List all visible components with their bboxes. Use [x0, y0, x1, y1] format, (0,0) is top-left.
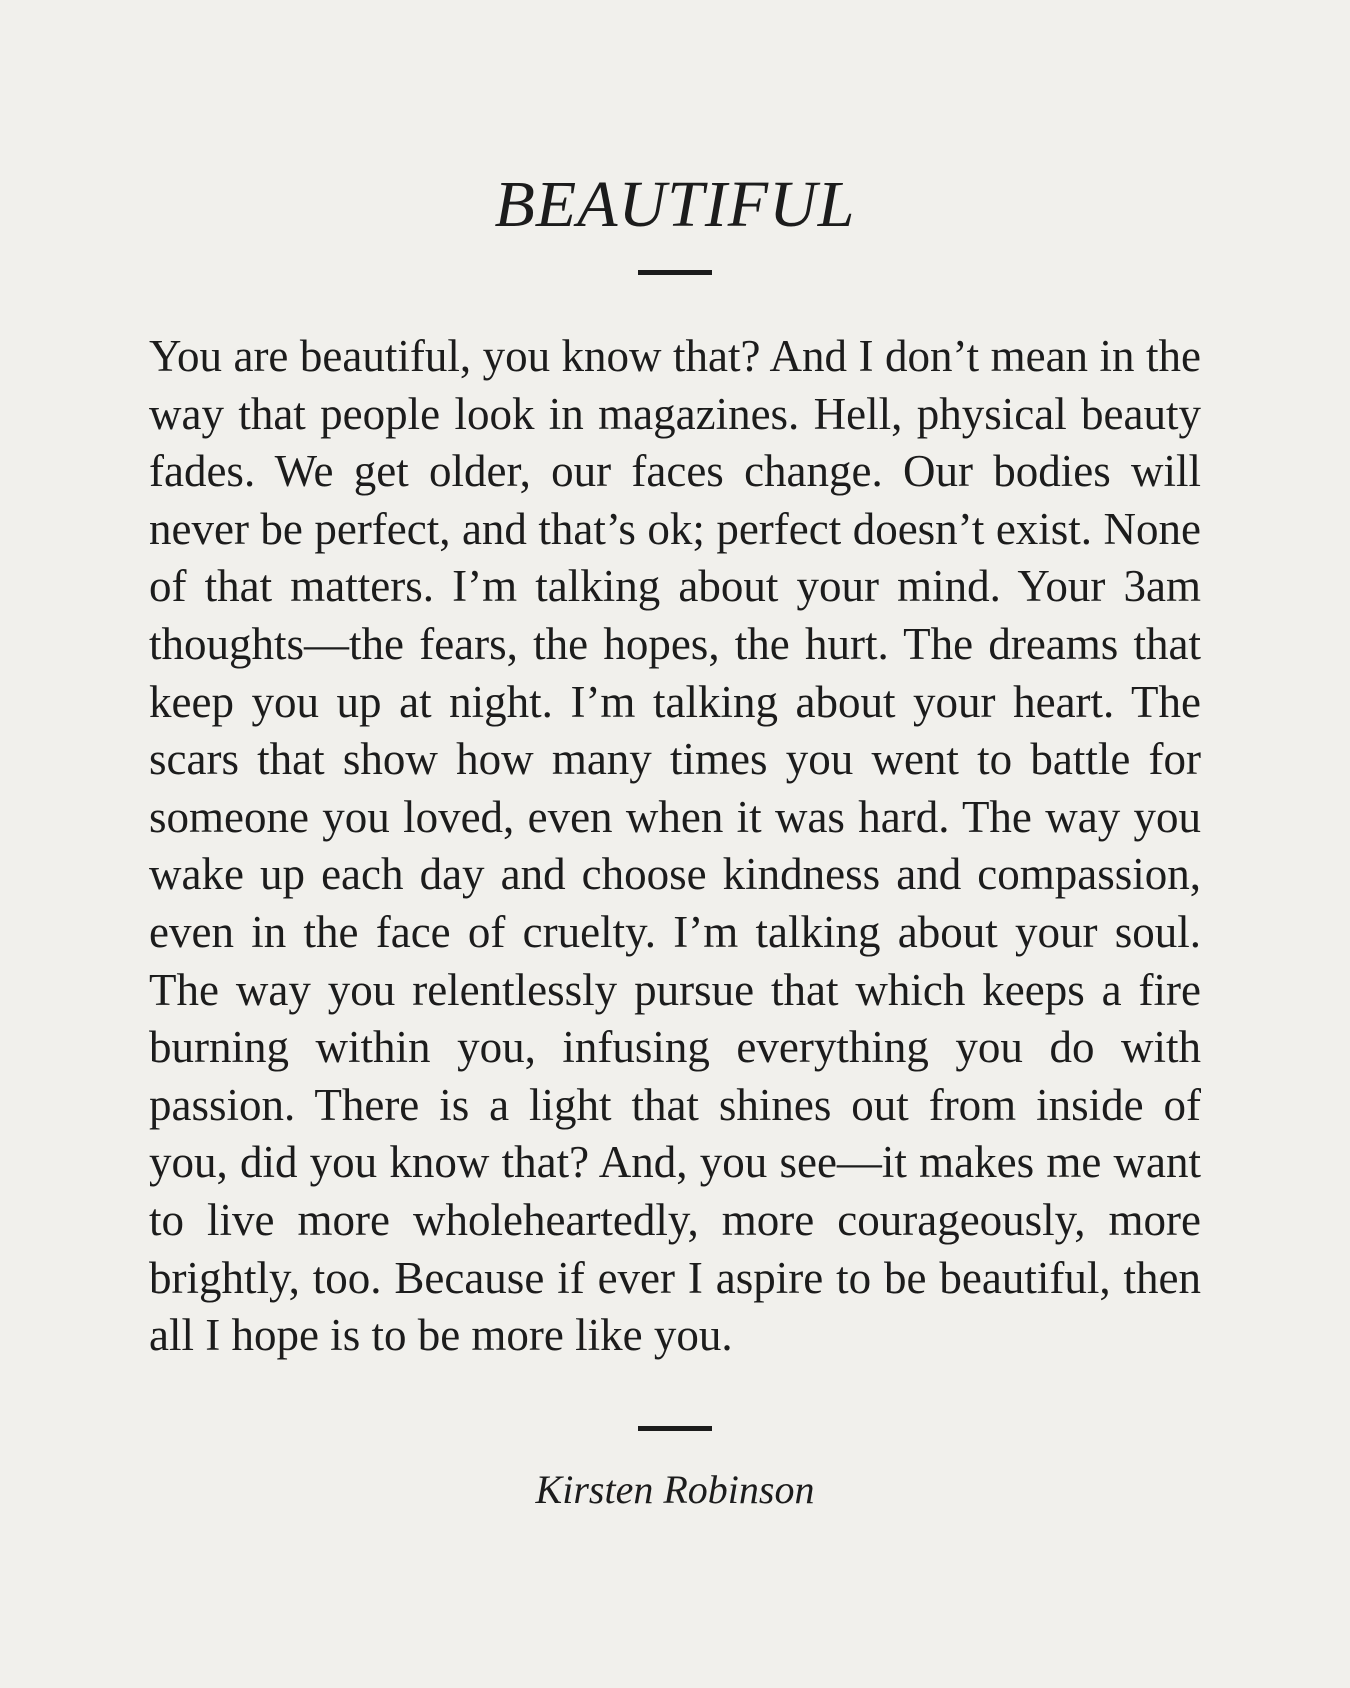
poem-body: You are beautiful, you know that? And I don’t mean in the way that people look in magazines. Hell, physical beauty fades. We get older, our faces change. Our bodies will never be perfect, and that’s ok; perfect doesn’t exist. None of that matters. I’m talking about your mind. Your 3am thoughts—the fears, the hopes, the hurt. The dreams that keep you up at night. I’m talking about your heart. The scars that show how many times you went to battle for someone you loved, even when it was hard. The way you wake up each day and choose kindness and compassion, even in the face of cruelty. I’m talking about your soul. The way you relentlessly pursue that which keeps a fire burning within you, infusing everything you do with passion. There is a light that shines out from inside of you, did you know that? And, you see—it makes me want to live more wholeheartedly, more courageously, more brightly, too. Because if ever I aspire to be beautiful, then all I hope is to be more like you. — [149, 331, 1201, 1361]
poem-author: Kirsten Robinson — [535, 1467, 815, 1512]
author-divider — [638, 1426, 712, 1431]
poem-title: BEAUTIFUL — [494, 168, 856, 241]
title-divider — [638, 270, 712, 275]
